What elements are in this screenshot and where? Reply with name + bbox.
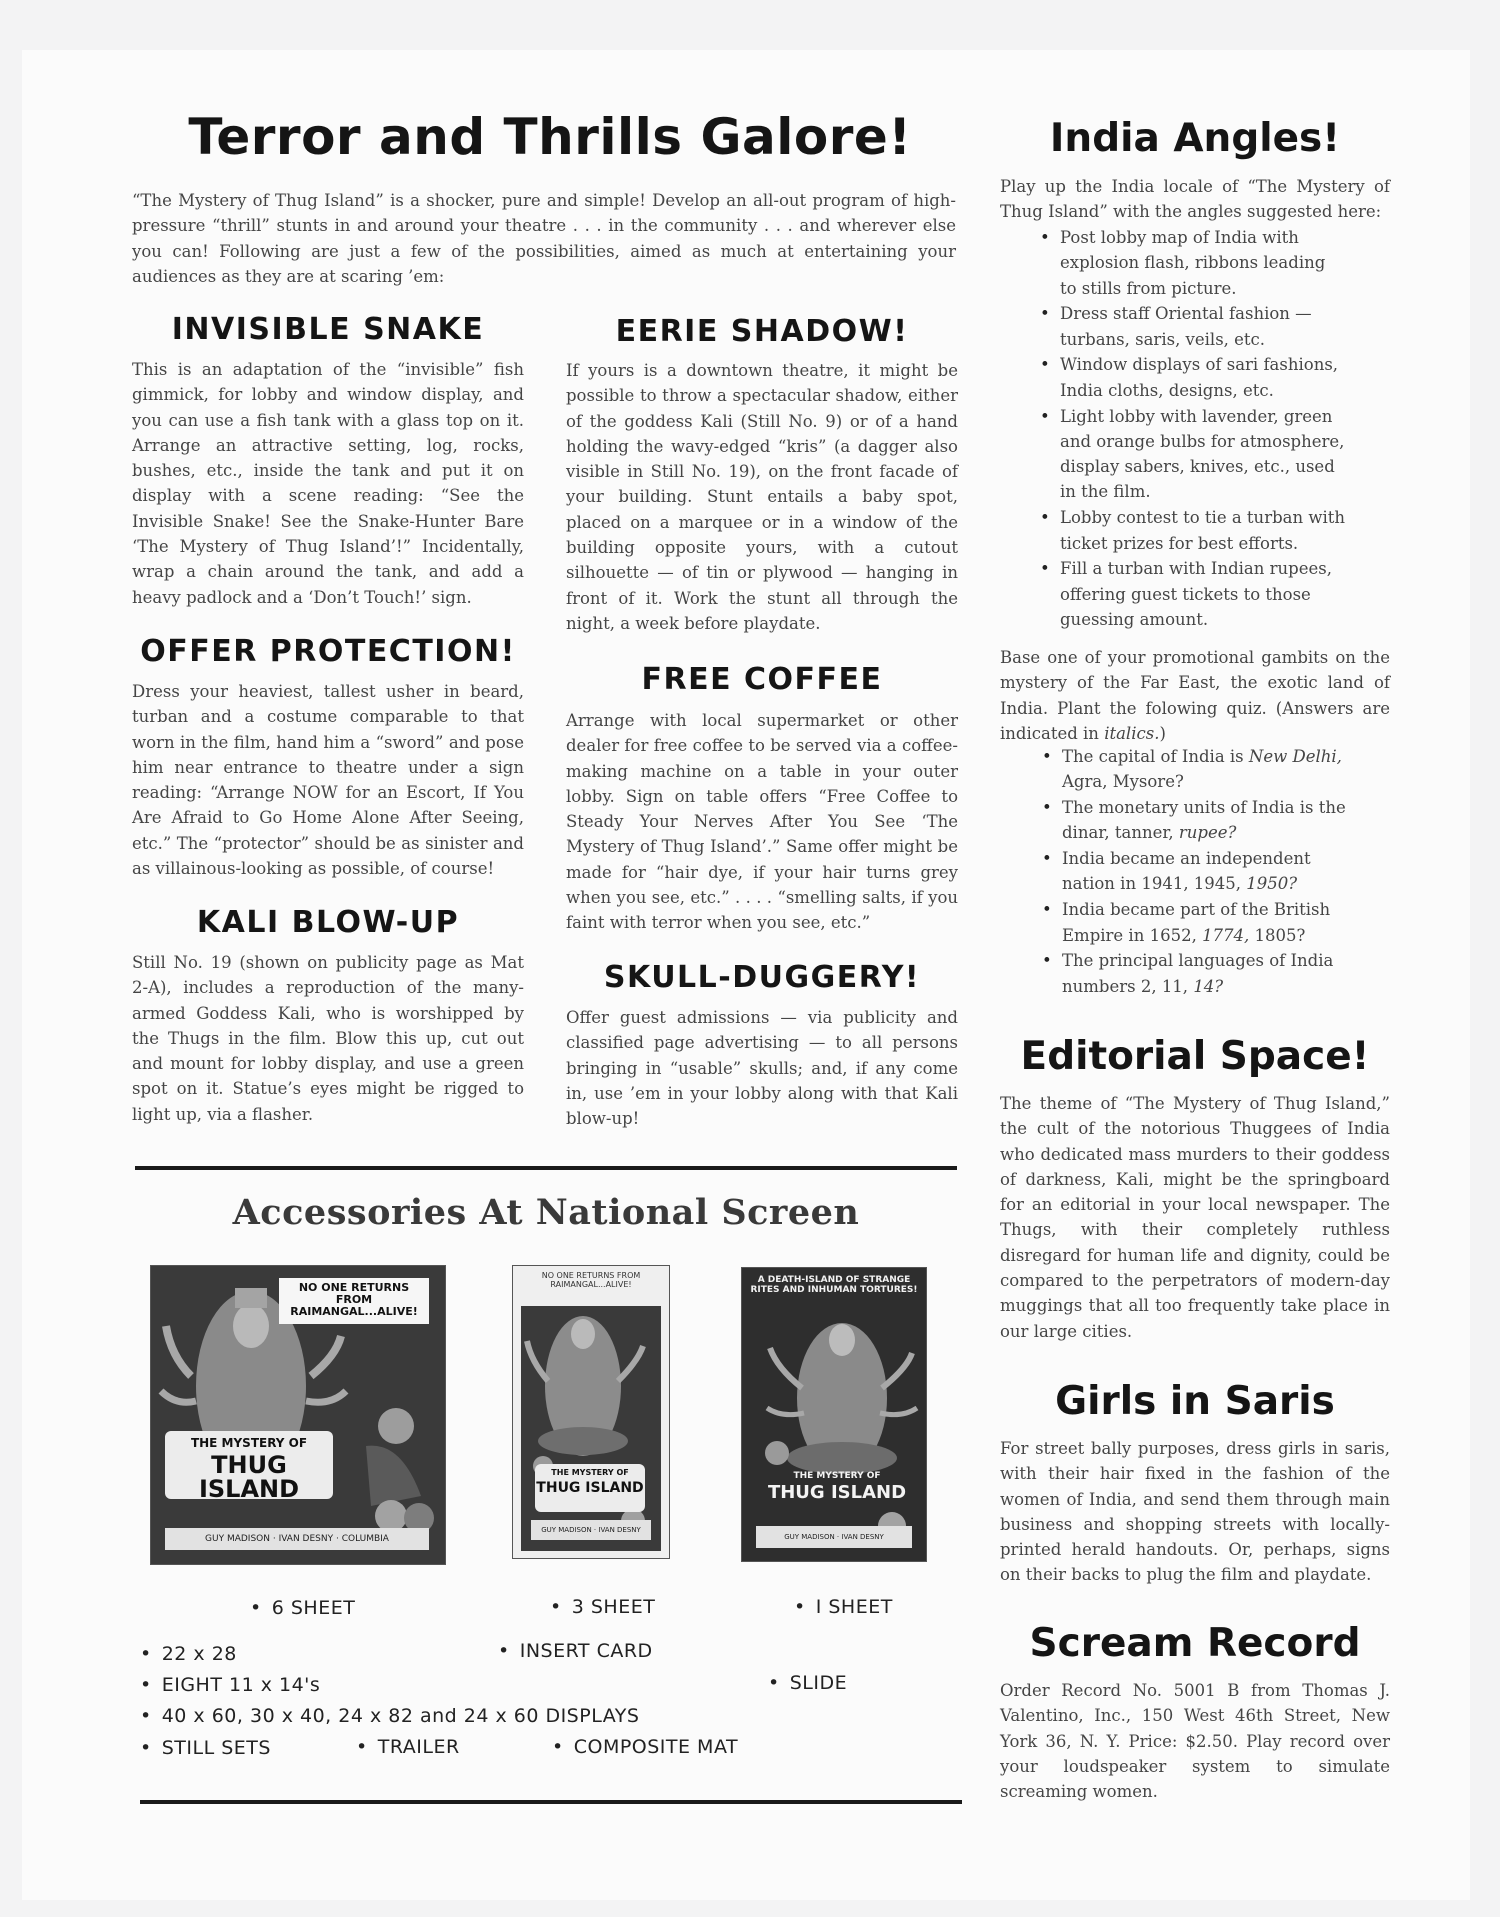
six-sheet-item: • 6 SHEET (250, 1597, 356, 1619)
free-coffee-body: Arrange with local supermarket or other dealer for free coffee to be served via a coffee-making machine on a table in your outer lobby. Sign on table offers “Free Coffee to Steady Your Nerves After You See ‘The Mystery of Thug Island’.” Same offer might be made for “hair dye, if your hair turns grey when you see, etc.” . . . . “smelling salts, if you faint with terror when you see, etc.” (566, 711, 958, 933)
eight-11x14-item: • EIGHT 11 x 14's (140, 1674, 321, 1696)
six-sheet-credits: GUY MADISON · IVAN DESNY · COLUMBIA (165, 1528, 429, 1550)
one-sheet-tagline: A DEATH-ISLAND OF STRANGE RITES AND INHUMAN TORTURES! (750, 1275, 918, 1295)
editorial-space-heading: Editorial Space! (1020, 1034, 1370, 1079)
quiz-item: • India became an independent nation in 1941, 1945, 1950? (1038, 846, 1348, 897)
three-sheet-logo-top: THE MYSTERY OF (551, 1468, 629, 1477)
quiz-list (1038, 744, 1348, 999)
intro-paragraph: “The Mystery of Thug Island” is a shocker, pure and simple! Develop an all-out program of high-pressure “thrill” stunts in and around your theatre . . . in the community . . . and wherever else you can! Following are just a few of the possibilities, aimed as much at entertaining your audiences as they are at scaring ’em: (132, 191, 956, 286)
three-sheet-tagline: NO ONE RETURNS FROM RAIMANGAL...ALIVE! (541, 1271, 641, 1289)
india-angle-item: • Dress staff Oriental fashion — turbans, saris, veils, etc. (1036, 301, 1346, 352)
invisible-snake-body: This is an adaptation of the “invisible” fish gimmick, for lobby and window display, and you can use a fish tank with a glass top on it. Arrange an attractive setting, log, rocks, bushes, etc., inside the tank and put it on display with a scene reading: “See the Invisible Snake! See the Snake-Hunter Bare ‘The Mystery of Thug Island’!” Incidentally, wrap a chain around the tank, and add a heavy padlock and a ‘Don’t Touch!’ sign. (132, 360, 524, 607)
main-title: Terror and Thrills Galore! (188, 108, 912, 166)
six-sheet-title-logo (165, 1431, 333, 1503)
offer-protection-heading: OFFER PROTECTION! (140, 634, 516, 669)
quiz-item: • India became part of the British Empire in 1652, 1774, 1805? (1038, 897, 1348, 948)
india-angle-item: • Lobby contest to tie a turban with ticket prizes for best efforts. (1036, 505, 1346, 556)
india-angle-item: • Fill a turban with Indian rupees, offering guest tickets to those guessing amount. (1036, 556, 1346, 632)
one-sheet-logo-bottom: THUG ISLAND (767, 1482, 907, 1503)
scream-record-heading: Scream Record (1029, 1621, 1361, 1666)
quiz-item: • The capital of India is New Delhi, Agra, Mysore? (1038, 744, 1348, 795)
quiz-intro: Base one of your promotional gambits on the mystery of the Far East, the exotic land of India. Plant the folowing quiz. (Answers are indicated in italics.) (1000, 648, 1390, 743)
girls-in-saris-body: For street bally purposes, dress girls in saris, with their hair fixed in the fashion of the women of India, and send them through main business and shopping streets with locally-printed herald handouts. Or, perhaps, signs on their backs to plug the film and playdate. (1000, 1439, 1390, 1585)
still-sets-item: • STILL SETS (140, 1737, 271, 1759)
six-sheet-poster-image (150, 1265, 446, 1565)
composite-mat-item: • COMPOSITE MAT (552, 1736, 739, 1758)
eerie-shadow-heading: EERIE SHADOW! (615, 314, 909, 349)
kali-blowup-heading: KALI BLOW-UP (196, 905, 460, 940)
accessories-title: Accessories At National Screen (232, 1192, 860, 1233)
one-sheet-poster-image (741, 1267, 927, 1562)
quiz-item: • The monetary units of India is the dinar, tanner, rupee? (1038, 795, 1348, 846)
displays-item: • 40 x 60, 30 x 40, 24 x 82 and 24 x 60 DISPLAYS (140, 1705, 640, 1727)
slide-item: • SLIDE (768, 1672, 848, 1694)
free-coffee-heading: FREE COFFEE (641, 662, 883, 697)
india-angles-intro: Play up the India locale of “The Mystery of Thug Island” with the angles suggested here: (1000, 177, 1390, 222)
quiz-item: • The principal languages of India numbers 2, 11, 14? (1038, 948, 1348, 999)
india-angles-heading: India Angles! (1049, 116, 1341, 161)
size-22x28-item: • 22 x 28 (140, 1643, 237, 1665)
girls-in-saris-heading: Girls in Saris (1055, 1379, 1335, 1424)
skull-duggery-heading: SKULL-DUGGERY! (603, 960, 921, 995)
india-angle-item: • Post lobby map of India with explosion flash, ribbons leading to stills from picture. (1036, 225, 1346, 301)
accessories-top-rule (135, 1166, 957, 1170)
scream-record-body: Order Record No. 5001 B from Thomas J. Valentino, Inc., 150 West 46th Street, New York 36, N. Y. Price: $2.50. Play record over your loudspeaker system to simulate screaming women. (1000, 1681, 1390, 1802)
three-sheet-title-logo (535, 1464, 645, 1512)
three-sheet-item: • 3 SHEET (550, 1596, 656, 1618)
one-sheet-logo-top: THE MYSTERY OF (793, 1471, 881, 1481)
editorial-space-body: The theme of “The Mystery of Thug Island,” the cult of the notorious Thuggees of India who dedicated mass murders to their goddess of darkness, Kali, might be the springboard for an editorial in your local newspaper. The Thugs, with their completely ruthless disregard for human life and dignity, could be compared to the perpetrators of modern-day muggings that all too frequently take place in our large cities. (1000, 1094, 1390, 1341)
kali-blowup-body: Still No. 19 (shown on publicity page as Mat 2-A), includes a reproduction of the many-armed Goddess Kali, who is worshipped by the Thugs in the film. Blow this up, cut out and mount for lobby display, and use a green spot on it. Statue’s eyes might be rigged to light up, via a flasher. (132, 953, 524, 1124)
six-sheet-logo-bottom: THUG ISLAND (198, 1451, 300, 1503)
six-sheet-logo-top: THE MYSTERY OF (190, 1436, 308, 1450)
insert-card-item: • INSERT CARD (498, 1640, 653, 1662)
india-angle-item: • Window displays of sari fashions, India cloths, designs, etc. (1036, 352, 1346, 403)
kali-statue-illustration (513, 1266, 669, 1558)
one-sheet-credits: GUY MADISON · IVAN DESNY (756, 1526, 912, 1548)
accessories-bottom-rule (140, 1800, 962, 1804)
india-angle-item: • Light lobby with lavender, green and orange bulbs for atmosphere, display sabers, knives, etc., used in the film. (1036, 404, 1346, 505)
india-angles-list (1036, 225, 1346, 633)
skull-duggery-body: Offer guest admissions — via publicity and classified page advertising — to all persons bringing in “usable” skulls; and, if any come in, use ’em in your lobby along with that Kali blow-up! (566, 1008, 958, 1129)
trailer-item: • TRAILER (356, 1736, 460, 1758)
three-sheet-credits: GUY MADISON · IVAN DESNY (531, 1520, 651, 1540)
eerie-shadow-body: If yours is a downtown theatre, it might be possible to throw a spectacular shadow, either of the goddess Kali (Still No. 9) or of a hand holding the wavy-edged “kris” (a dagger also visible in Still No. 19), on the front facade of your building. Stunt entails a baby spot, placed on a marquee or in a window of the building opposite yours, with a cutout silhouette — of tin or plywood — hanging in front of it. Work the stunt all through the night, a week before playdate. (566, 361, 958, 633)
six-sheet-tagline: NO ONE RETURNS FROM RAIMANGAL...ALIVE! (279, 1278, 429, 1324)
one-sheet-item: • I SHEET (794, 1596, 893, 1618)
offer-protection-body: Dress your heaviest, tallest usher in beard, turban and a costume comparable to that worn in the film, hand him a “sword” and pose him near entrance to theatre under a sign reading: “Arrange NOW for an Escort, If You Are Afraid to Go Home Alone After Seeing, etc.” The “protector” should be as sinister and as villainous-looking as possible, of course! (132, 682, 524, 879)
three-sheet-poster-image (512, 1265, 670, 1559)
three-sheet-logo-bottom: THUG ISLAND (536, 1480, 644, 1496)
invisible-snake-heading: INVISIBLE SNAKE (171, 312, 485, 347)
one-sheet-title-logo (762, 1468, 912, 1518)
